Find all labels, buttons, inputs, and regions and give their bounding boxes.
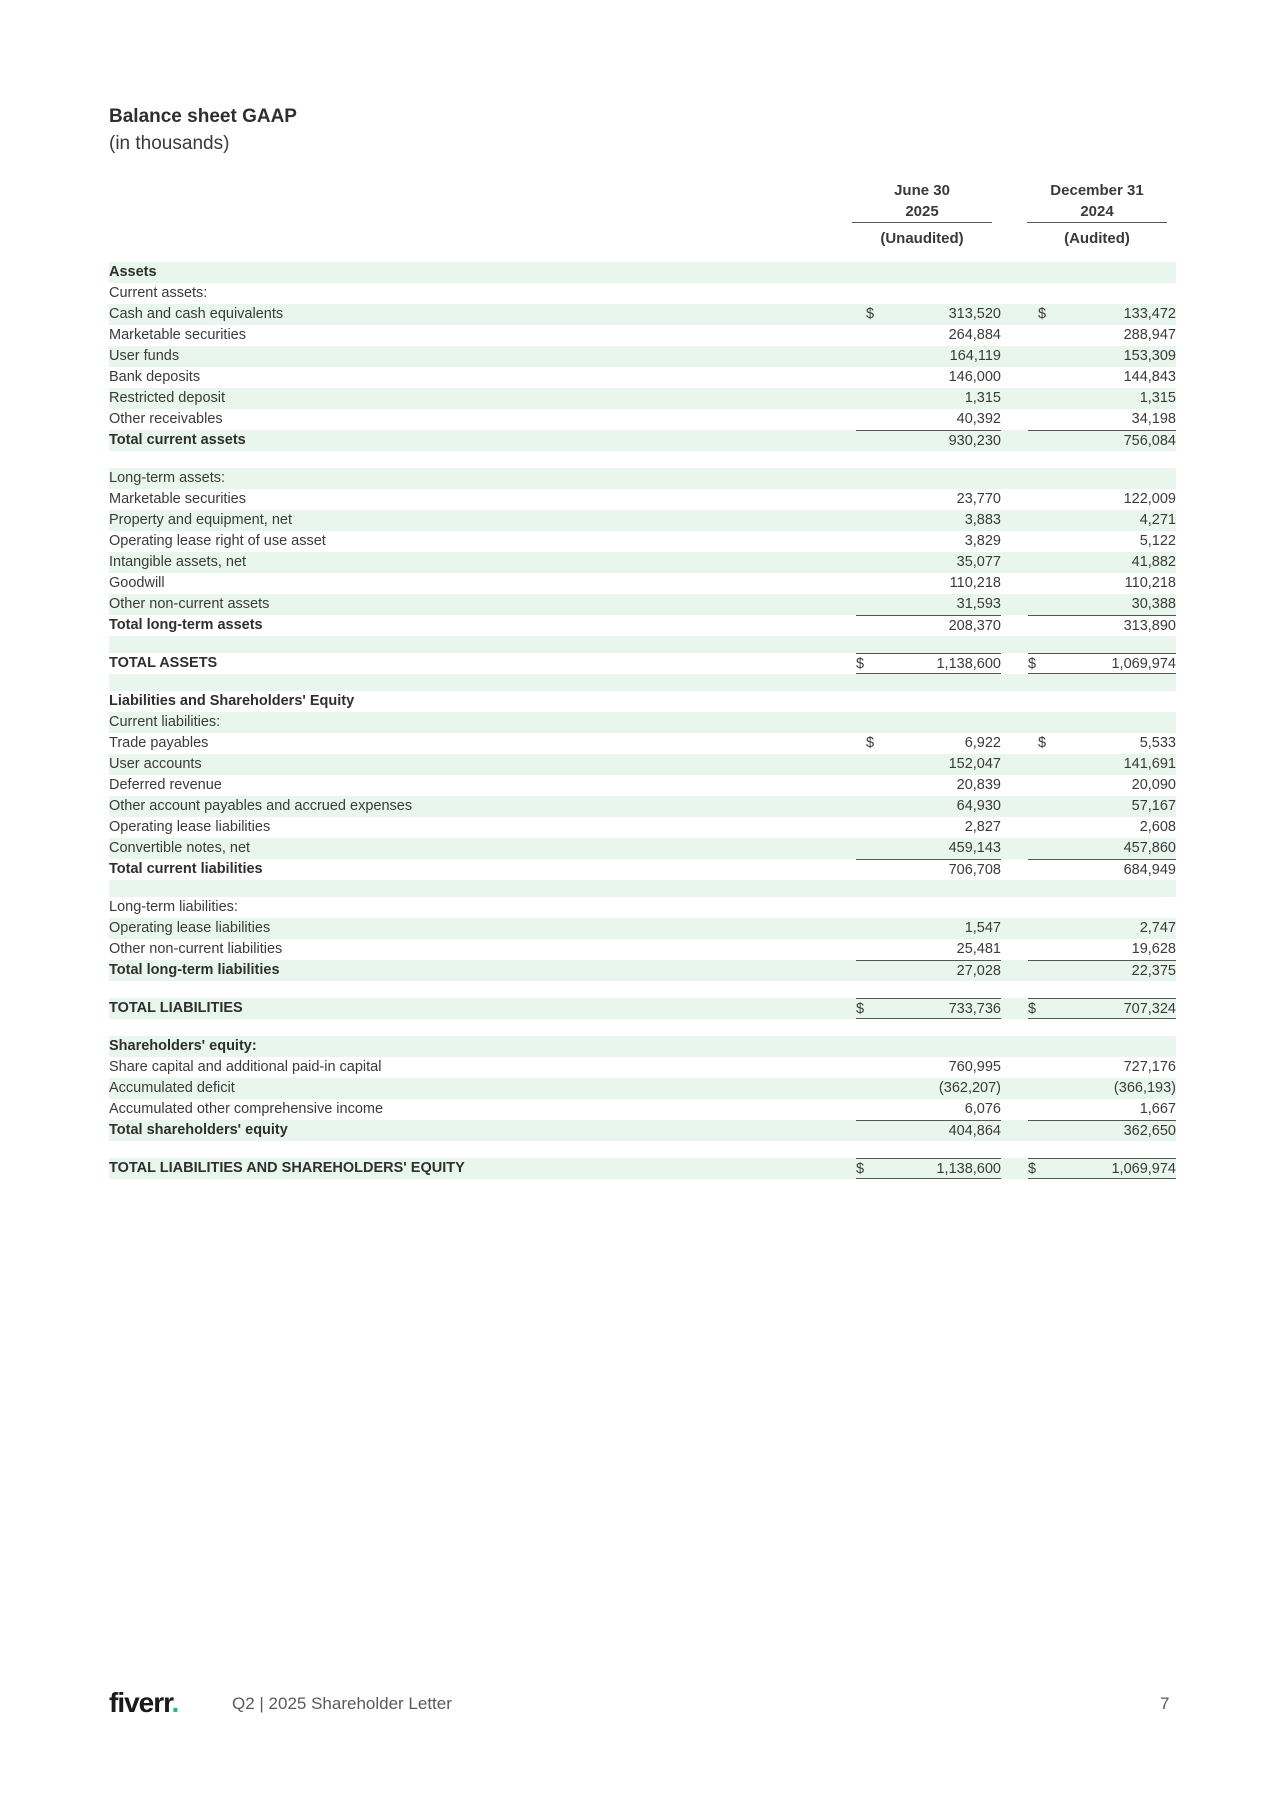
row-label: User funds — [109, 348, 180, 364]
value-june-2025 — [856, 653, 1001, 674]
table-row — [109, 430, 1176, 451]
balance-sheet-table — [109, 262, 1176, 1179]
value-june-2025 — [856, 594, 1001, 613]
column-header-line3: (Unaudited) — [880, 230, 964, 247]
cell-value: 760,995 — [948, 1059, 1001, 1075]
table-row — [109, 283, 1176, 304]
row-label: Marketable securities — [109, 491, 246, 507]
cell-value: 110,218 — [949, 575, 1001, 591]
value-june-2025 — [856, 918, 1001, 937]
currency-symbol: $ — [866, 735, 875, 751]
row-label: Other receivables — [109, 411, 223, 427]
row-label: Operating lease liabilities — [109, 819, 271, 835]
value-december-2024 — [1028, 388, 1176, 407]
table-row — [109, 918, 1176, 939]
cell-value: 733,736 — [948, 1001, 1001, 1017]
table-spacer — [109, 451, 1176, 468]
table-spacer — [109, 1019, 1176, 1036]
column-header-line2: 2025 — [852, 202, 992, 223]
table-row — [109, 325, 1176, 346]
table-row — [109, 304, 1176, 325]
value-june-2025 — [856, 552, 1001, 571]
row-label: Convertible notes, net — [109, 840, 251, 856]
currency-symbol: $ — [856, 1001, 865, 1017]
value-june-2025 — [856, 489, 1001, 508]
table-row — [109, 960, 1176, 981]
cell-value: 40,392 — [956, 411, 1001, 427]
cell-value: 313,890 — [1123, 618, 1176, 634]
value-june-2025 — [856, 430, 1001, 450]
table-row — [109, 1078, 1176, 1099]
value-december-2024 — [1028, 304, 1176, 323]
value-june-2025 — [856, 615, 1001, 635]
cell-value: 41,882 — [1131, 554, 1176, 570]
cell-value: 313,520 — [948, 306, 1001, 322]
cell-value: 930,230 — [948, 433, 1001, 449]
table-row — [109, 1158, 1176, 1179]
cell-value: 288,947 — [1123, 327, 1176, 343]
row-label: Trade payables — [109, 735, 209, 751]
row-label: Deferred revenue — [109, 777, 222, 793]
table-row — [109, 775, 1176, 796]
value-june-2025 — [856, 939, 1001, 958]
cell-value: 122,009 — [1123, 491, 1176, 507]
row-label: TOTAL LIABILITIES AND SHAREHOLDERS' EQUITY — [109, 1160, 465, 1176]
table-row — [109, 388, 1176, 409]
table-row — [109, 1120, 1176, 1141]
cell-value: 141,691 — [1123, 756, 1176, 772]
table-row — [109, 998, 1176, 1019]
row-label: Operating lease right of use asset — [109, 533, 326, 549]
fiverr-logo: fiverr. — [109, 1687, 179, 1718]
row-label: Operating lease liabilities — [109, 920, 271, 936]
row-label: Goodwill — [109, 575, 165, 591]
value-june-2025 — [856, 817, 1001, 836]
table-row — [109, 712, 1176, 733]
cell-value: 1,315 — [1139, 390, 1176, 406]
value-june-2025 — [856, 796, 1001, 815]
currency-symbol: $ — [866, 306, 875, 322]
currency-symbol: $ — [1028, 1161, 1037, 1177]
row-label: Current assets: — [109, 285, 208, 301]
value-june-2025 — [856, 1158, 1001, 1179]
value-december-2024 — [1028, 939, 1176, 958]
cell-value: 164,119 — [949, 348, 1001, 364]
column-header-line1: December 31 — [1050, 182, 1144, 199]
cell-value: 706,708 — [948, 862, 1001, 878]
row-label: User accounts — [109, 756, 202, 772]
value-december-2024 — [1028, 960, 1176, 980]
row-label: Cash and cash equivalents — [109, 306, 284, 322]
cell-value: 133,472 — [1123, 306, 1176, 322]
cell-value: 3,883 — [964, 512, 1001, 528]
row-label: Restricted deposit — [109, 390, 226, 406]
value-june-2025 — [856, 1078, 1001, 1097]
value-june-2025 — [856, 346, 1001, 365]
value-june-2025 — [856, 754, 1001, 773]
value-june-2025 — [856, 325, 1001, 344]
value-june-2025 — [856, 510, 1001, 529]
value-june-2025 — [856, 304, 1001, 323]
cell-value: 264,884 — [948, 327, 1001, 343]
cell-value: 25,481 — [956, 941, 1001, 957]
table-row — [109, 594, 1176, 615]
cell-value: 756,084 — [1123, 433, 1176, 449]
value-june-2025 — [856, 573, 1001, 592]
table-row — [109, 897, 1176, 918]
value-december-2024 — [1028, 859, 1176, 879]
table-row — [109, 531, 1176, 552]
value-december-2024 — [1028, 998, 1176, 1019]
cell-value: 27,028 — [956, 963, 1001, 979]
page-subtitle: (in thousands) — [109, 133, 230, 154]
cell-value: 1,069,974 — [1111, 1161, 1176, 1177]
table-row — [109, 409, 1176, 430]
cell-value: 64,930 — [956, 798, 1001, 814]
value-june-2025 — [856, 859, 1001, 879]
row-label: Total long-term liabilities — [109, 962, 280, 978]
value-december-2024 — [1028, 346, 1176, 365]
cell-value: 362,650 — [1123, 1123, 1176, 1139]
cell-value: 20,839 — [956, 777, 1001, 793]
table-row — [109, 1057, 1176, 1078]
column-header-june-2025 — [852, 180, 992, 249]
value-december-2024 — [1028, 1120, 1176, 1140]
value-december-2024 — [1028, 733, 1176, 752]
table-row — [109, 468, 1176, 489]
row-label: Total long-term assets — [109, 617, 263, 633]
cell-value: 31,593 — [956, 596, 1001, 612]
currency-symbol: $ — [1038, 735, 1047, 751]
cell-value: 22,375 — [1131, 963, 1176, 979]
row-label: Shareholders' equity: — [109, 1038, 257, 1054]
value-december-2024 — [1028, 615, 1176, 635]
row-label: Other account payables and accrued expenses — [109, 798, 413, 814]
value-december-2024 — [1028, 489, 1176, 508]
cell-value: 2,747 — [1139, 920, 1176, 936]
cell-value: 1,138,600 — [936, 656, 1001, 672]
value-december-2024 — [1028, 573, 1176, 592]
table-row — [109, 367, 1176, 388]
value-december-2024 — [1028, 838, 1176, 857]
value-december-2024 — [1028, 754, 1176, 773]
value-june-2025 — [856, 998, 1001, 1019]
cell-value: 30,388 — [1131, 596, 1176, 612]
value-december-2024 — [1028, 594, 1176, 613]
table-row — [109, 653, 1176, 674]
cell-value: 152,047 — [948, 756, 1001, 772]
row-label: Long-term liabilities: — [109, 899, 238, 915]
value-december-2024 — [1028, 531, 1176, 550]
value-december-2024 — [1028, 1057, 1176, 1076]
value-december-2024 — [1028, 1099, 1176, 1118]
table-row — [109, 346, 1176, 367]
value-december-2024 — [1028, 653, 1176, 674]
row-label: Intangible assets, net — [109, 554, 247, 570]
row-label: Current liabilities: — [109, 714, 221, 730]
cell-value: 1,667 — [1139, 1101, 1176, 1117]
row-label: Total shareholders' equity — [109, 1122, 288, 1138]
table-row — [109, 796, 1176, 817]
page-title: Balance sheet GAAP — [109, 106, 297, 127]
cell-value: 153,309 — [1123, 348, 1176, 364]
row-label: Bank deposits — [109, 369, 201, 385]
value-june-2025 — [856, 775, 1001, 794]
cell-value: 707,324 — [1123, 1001, 1176, 1017]
table-row — [109, 510, 1176, 531]
cell-value: 35,077 — [956, 554, 1001, 570]
column-header-line2: 2024 — [1027, 202, 1167, 223]
row-label: Accumulated other comprehensive income — [109, 1101, 384, 1117]
cell-value: 6,922 — [964, 735, 1001, 751]
row-label: Share capital and additional paid-in capital — [109, 1059, 382, 1075]
value-december-2024 — [1028, 409, 1176, 428]
row-label: Other non-current assets — [109, 596, 270, 612]
value-june-2025 — [856, 388, 1001, 407]
cell-value: 459,143 — [948, 840, 1001, 856]
value-june-2025 — [856, 1057, 1001, 1076]
cell-value: 1,315 — [964, 390, 1001, 406]
value-december-2024 — [1028, 430, 1176, 450]
cell-value: 2,608 — [1139, 819, 1176, 835]
value-june-2025 — [856, 531, 1001, 550]
table-row — [109, 552, 1176, 573]
cell-value: 20,090 — [1131, 777, 1176, 793]
value-december-2024 — [1028, 367, 1176, 386]
table-row — [109, 262, 1176, 283]
cell-value: 144,843 — [1123, 369, 1176, 385]
table-row — [109, 859, 1176, 880]
table-row — [109, 573, 1176, 594]
cell-value: 146,000 — [948, 369, 1001, 385]
cell-value: 1,069,974 — [1111, 656, 1176, 672]
value-june-2025 — [856, 960, 1001, 980]
row-label: Marketable securities — [109, 327, 246, 343]
value-december-2024 — [1028, 552, 1176, 571]
cell-value: 3,829 — [964, 533, 1001, 549]
row-label: Liabilities and Shareholders' Equity — [109, 693, 355, 709]
column-header-december-2024 — [1027, 180, 1167, 249]
cell-value: 5,533 — [1139, 735, 1176, 751]
cell-value: 6,076 — [964, 1101, 1001, 1117]
table-row — [109, 733, 1176, 754]
table-spacer — [109, 981, 1176, 998]
cell-value: 1,547 — [964, 920, 1001, 936]
table-row — [109, 691, 1176, 712]
column-header-line3: (Audited) — [1064, 230, 1130, 247]
currency-symbol: $ — [1038, 306, 1047, 322]
cell-value: (366,193) — [1113, 1080, 1176, 1096]
value-december-2024 — [1028, 817, 1176, 836]
value-june-2025 — [856, 838, 1001, 857]
table-row — [109, 1036, 1176, 1057]
table-row — [109, 615, 1176, 636]
table-row — [109, 838, 1176, 859]
row-label: TOTAL LIABILITIES — [109, 1000, 243, 1016]
cell-value: 110,218 — [1124, 575, 1176, 591]
cell-value: 727,176 — [1123, 1059, 1176, 1075]
value-december-2024 — [1028, 918, 1176, 937]
cell-value: 19,628 — [1131, 941, 1176, 957]
cell-value: 4,271 — [1139, 512, 1176, 528]
row-label: Total current assets — [109, 432, 246, 448]
cell-value: 57,167 — [1131, 798, 1176, 814]
row-label: Accumulated deficit — [109, 1080, 235, 1096]
cell-value: 457,860 — [1123, 840, 1176, 856]
value-december-2024 — [1028, 510, 1176, 529]
table-row — [109, 754, 1176, 775]
currency-symbol: $ — [856, 1161, 865, 1177]
value-december-2024 — [1028, 1078, 1176, 1097]
row-label: Property and equipment, net — [109, 512, 292, 528]
table-spacer — [109, 1141, 1176, 1158]
cell-value: 1,138,600 — [936, 1161, 1001, 1177]
cell-value: 5,122 — [1139, 533, 1176, 549]
page-number: 7 — [1160, 1694, 1170, 1713]
value-december-2024 — [1028, 1158, 1176, 1179]
value-june-2025 — [856, 1099, 1001, 1118]
table-spacer — [109, 674, 1176, 691]
row-label: Long-term assets: — [109, 470, 226, 486]
cell-value: 2,827 — [964, 819, 1001, 835]
table-row — [109, 817, 1176, 838]
value-december-2024 — [1028, 325, 1176, 344]
table-row — [109, 489, 1176, 510]
row-label: TOTAL ASSETS — [109, 655, 218, 671]
value-june-2025 — [856, 409, 1001, 428]
cell-value: (362,207) — [938, 1080, 1001, 1096]
cell-value: 23,770 — [956, 491, 1001, 507]
table-spacer — [109, 880, 1176, 897]
cell-value: 404,864 — [948, 1123, 1001, 1139]
value-june-2025 — [856, 367, 1001, 386]
row-label: Other non-current liabilities — [109, 941, 283, 957]
value-june-2025 — [856, 1120, 1001, 1140]
value-december-2024 — [1028, 775, 1176, 794]
currency-symbol: $ — [1028, 656, 1037, 672]
currency-symbol: $ — [1028, 1001, 1037, 1017]
row-label: Assets — [109, 264, 157, 280]
footer-text: Q2 | 2025 Shareholder Letter — [232, 1694, 452, 1713]
table-spacer — [109, 636, 1176, 653]
currency-symbol: $ — [856, 656, 865, 672]
row-label: Total current liabilities — [109, 861, 263, 877]
column-header-line1: June 30 — [894, 182, 950, 199]
table-row — [109, 1099, 1176, 1120]
table-row — [109, 939, 1176, 960]
value-december-2024 — [1028, 796, 1176, 815]
value-june-2025 — [856, 733, 1001, 752]
cell-value: 34,198 — [1131, 411, 1176, 427]
cell-value: 684,949 — [1123, 862, 1176, 878]
cell-value: 208,370 — [948, 618, 1001, 634]
